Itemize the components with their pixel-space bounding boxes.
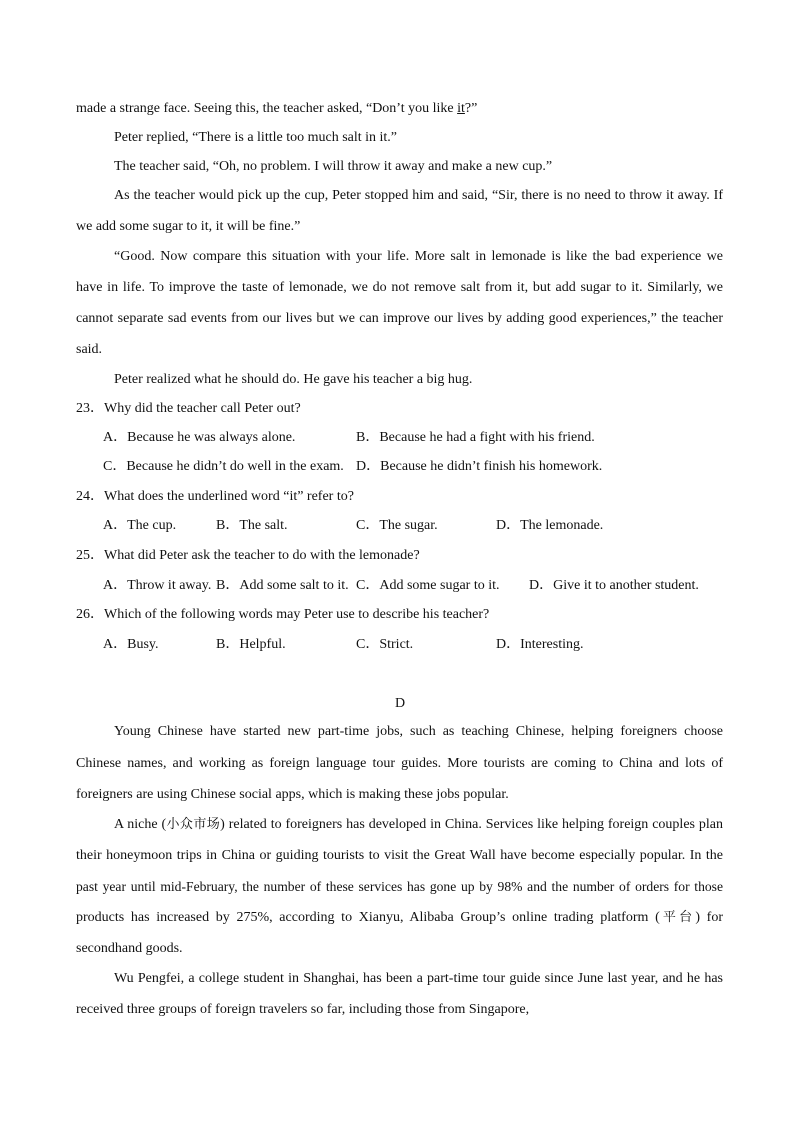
passage-d-paragraph-3-line-2: received three groups of foreign travelers so far, including those from Singapore, — [76, 1002, 530, 1017]
question-24-option-b: B．The salt. — [216, 518, 288, 533]
question-25-option-d: D．Give it to another student. — [529, 578, 699, 593]
passage-d-paragraph-1-line-1: Young Chinese have started new part-time jobs, such as teaching Chinese, helping foreigners choose — [114, 724, 723, 739]
text-segment: A niche ( — [114, 817, 167, 832]
underlined-word-it: it — [457, 101, 465, 116]
question-23-option-a: A．Because he was always alone. — [103, 430, 296, 445]
question-23-option-b: B．Because he had a fight with his friend. — [356, 430, 595, 445]
passage-d-paragraph-1-line-2: Chinese names, and working as foreign language tour guides. More tourists are coming to China and lots of — [76, 756, 723, 771]
text-segment: ) for — [695, 910, 723, 925]
passage-c-paragraph-4-line-2: we add some sugar to it, it will be fine.” — [76, 219, 301, 234]
passage-c-paragraph-5-line-1: “Good. Now compare this situation with your life. More salt in lemonade is like the bad experience we — [114, 249, 723, 264]
question-26-option-a: A．Busy. — [103, 637, 159, 652]
text-segment: made a strange face. Seeing this, the teacher asked, “Don’t you like — [76, 101, 454, 116]
question-24-option-d: D．The lemonade. — [496, 518, 604, 533]
question-23-option-d: D．Because he didn’t finish his homework. — [356, 459, 603, 474]
chinese-gloss: 平台 — [659, 910, 696, 925]
question-25-option-a: A．Throw it away. — [103, 578, 212, 593]
text-segment: ) related to foreigners has developed in China. Services like helping foreign couples plan — [220, 817, 723, 832]
passage-d-paragraph-1-line-3: foreigners are using Chinese social apps, which is making these jobs popular. — [76, 787, 509, 802]
text-segment: products has increased by 275%, according to Xianyu, Alibaba Group’s online trading platform ( — [76, 910, 660, 925]
passage-d-paragraph-3-line-1: Wu Pengfei, a college student in Shanghai, has been a part-time tour guide since June last year, and he has — [114, 971, 723, 986]
question-26-stem: 26．Which of the following words may Peter use to describe his teacher? — [76, 607, 490, 622]
question-23-stem: 23．Why did the teacher call Peter out? — [76, 401, 301, 416]
question-26-option-b: B．Helpful. — [216, 637, 286, 652]
chinese-gloss: 小众市场 — [166, 817, 221, 832]
passage-c-paragraph-3: The teacher said, “Oh, no problem. I will throw it away and make a new cup.” — [114, 159, 553, 174]
question-25-option-c: C．Add some sugar to it. — [356, 578, 500, 593]
passage-c-paragraph-5-line-2: have in life. To improve the taste of lemonade, we do not remove salt from it, but add sugar to it. Similarly, we — [76, 280, 723, 295]
question-23-option-c: C．Because he didn’t do well in the exam. — [103, 459, 344, 474]
passage-d-heading: D — [394, 696, 406, 711]
passage-c-paragraph-4-line-1: As the teacher would pick up the cup, Peter stopped him and said, “Sir, there is no need to throw it away. If — [114, 188, 723, 203]
question-24-option-c: C．The sugar. — [356, 518, 438, 533]
passage-d-paragraph-2-line-4 — [76, 910, 723, 926]
question-26-option-d: D．Interesting. — [496, 637, 584, 652]
question-25-stem: 25．What did Peter ask the teacher to do with the lemonade? — [76, 548, 420, 563]
passage-c-paragraph-2: Peter replied, “There is a little too much salt in it.” — [114, 130, 398, 145]
passage-c-paragraph-1 — [76, 101, 477, 117]
question-25-option-b: B．Add some salt to it. — [216, 578, 349, 593]
question-24-stem: 24．What does the underlined word “it” refer to? — [76, 489, 354, 504]
passage-c-paragraph-5-line-4: said. — [76, 342, 103, 357]
question-24-option-a: A．The cup. — [103, 518, 177, 533]
question-26-option-c: C．Strict. — [356, 637, 414, 652]
passage-d-paragraph-2-line-2: their honeymoon trips in China or guiding tourists to visit the Great Wall have become especially popular. In the — [76, 848, 723, 863]
passage-c-paragraph-6: Peter realized what he should do. He gave his teacher a big hug. — [114, 372, 473, 387]
text-segment: ?” — [464, 101, 478, 116]
passage-d-paragraph-2-line-5: secondhand goods. — [76, 941, 183, 956]
passage-d-paragraph-2-line-3: past year until mid-February, the number of these services has gone up by 98% and the number of orders for those — [76, 879, 723, 894]
passage-c-paragraph-5-line-3: cannot separate sad events from our lives but we can improve our lives by adding good experiences,” the teacher — [76, 311, 723, 326]
passage-d-paragraph-2-line-1 — [114, 817, 723, 833]
